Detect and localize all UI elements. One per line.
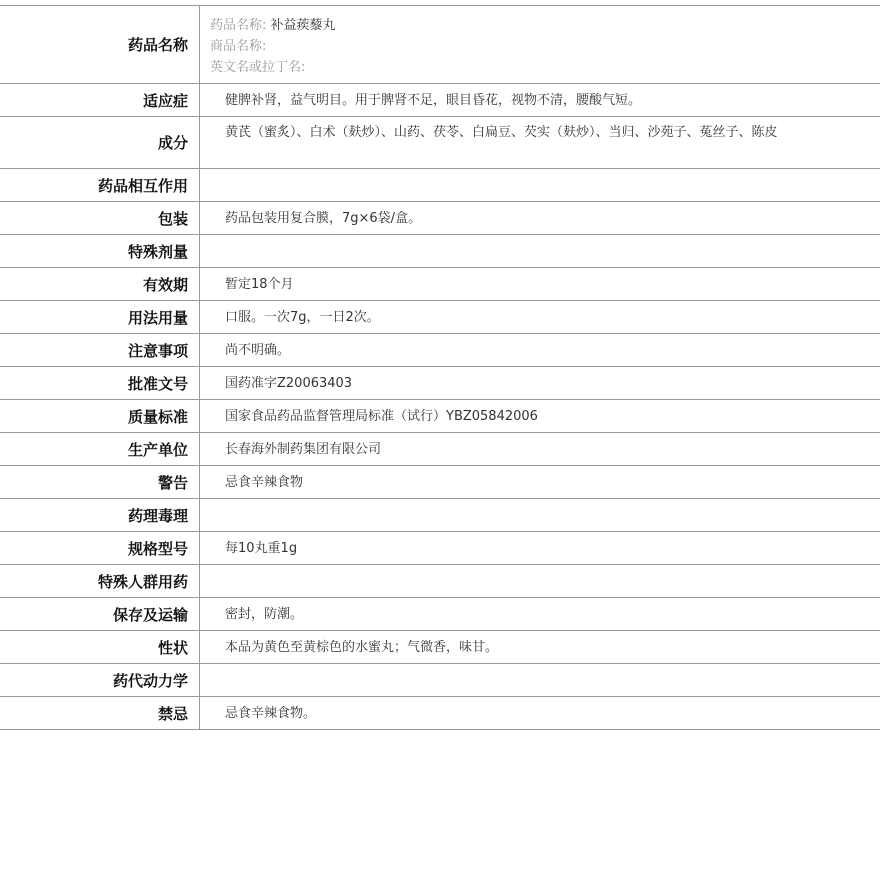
row-ingredients	[0, 117, 880, 169]
row-label: 适应症	[0, 84, 200, 116]
row-value: 国家食品药品监督管理局标准（试行）YBZ05842006	[225, 408, 538, 424]
row-approval-number	[0, 367, 880, 400]
row-quality-standard	[0, 400, 880, 433]
row-special-dosage	[0, 235, 880, 268]
row-value: 每10丸重1g	[225, 540, 298, 556]
row-contraindications	[0, 697, 880, 730]
row-value: 国药准字Z20063403	[225, 375, 353, 391]
row-precautions	[0, 334, 880, 367]
row-label: 批准文号	[0, 367, 200, 399]
row-label: 质量标准	[0, 400, 200, 432]
row-label: 规格型号	[0, 532, 200, 564]
row-value: 密封，防潮。	[225, 606, 304, 622]
row-value: 暂定18个月	[225, 276, 294, 292]
row-label: 性状	[0, 631, 200, 663]
row-label: 药品名称	[0, 6, 200, 83]
row-label: 药品相互作用	[0, 169, 200, 201]
row-shelf-life	[0, 268, 880, 301]
row-specification	[0, 532, 880, 565]
row-label: 成分	[0, 117, 200, 168]
row-drug-name	[0, 6, 880, 84]
row-storage	[0, 598, 880, 631]
row-value: 长春海外制药集团有限公司	[225, 441, 382, 457]
row-label: 药代动力学	[0, 664, 200, 696]
row-label: 生产单位	[0, 433, 200, 465]
row-label: 有效期	[0, 268, 200, 300]
row-dosage	[0, 301, 880, 334]
generic-name-label: 药品名称:	[210, 18, 267, 33]
row-description	[0, 631, 880, 664]
row-indications	[0, 84, 880, 117]
row-label: 特殊人群用药	[0, 565, 200, 597]
row-label: 禁忌	[0, 697, 200, 729]
generic-name-value: 补益蒺藜丸	[270, 18, 336, 33]
row-label: 警告	[0, 466, 200, 498]
row-value: 药品包装用复合膜，7g×6袋/盒。	[225, 210, 422, 226]
row-manufacturer	[0, 433, 880, 466]
row-value: 黄芪（蜜炙）、白术（麸炒）、山药、茯苓、白扁豆、芡实（麸炒）、当归、沙苑子、菟丝子、陈皮	[225, 125, 778, 140]
row-value: 尚不明确。	[225, 342, 291, 358]
row-value: 本品为黄色至黄棕色的水蜜丸；气微香，味甘。	[225, 639, 499, 655]
row-value: 健脾补肾，益气明目。用于脾肾不足，眼目昏花，视物不清，腰酸气短。	[225, 92, 642, 108]
row-label: 注意事项	[0, 334, 200, 366]
drug-names-cell	[200, 6, 880, 83]
row-value: 忌食辛辣食物	[225, 474, 304, 490]
row-label: 用法用量	[0, 301, 200, 333]
row-value	[200, 499, 880, 531]
generic-name-line	[210, 15, 790, 36]
row-pharmacokinetics	[0, 664, 880, 697]
trade-name-label: 商品名称:	[210, 39, 267, 54]
row-label: 保存及运输	[0, 598, 200, 630]
row-value: 口服。一次7g，一日2次。	[225, 309, 380, 325]
row-label: 包装	[0, 202, 200, 234]
row-special-populations	[0, 565, 880, 598]
row-warning	[0, 466, 880, 499]
row-value: 忌食辛辣食物。	[225, 705, 317, 721]
row-value	[200, 235, 880, 267]
row-packaging	[0, 202, 880, 235]
row-value	[200, 664, 880, 696]
row-label: 药理毒理	[0, 499, 200, 531]
row-interactions	[0, 169, 880, 202]
latin-name-label: 英文名或拉丁名:	[210, 60, 306, 75]
row-value	[200, 169, 880, 201]
row-value	[200, 565, 880, 597]
trade-name-line	[210, 36, 790, 57]
row-pharmacology	[0, 499, 880, 532]
latin-name-line	[210, 57, 790, 78]
drug-info-table	[0, 5, 880, 730]
row-label: 特殊剂量	[0, 235, 200, 267]
